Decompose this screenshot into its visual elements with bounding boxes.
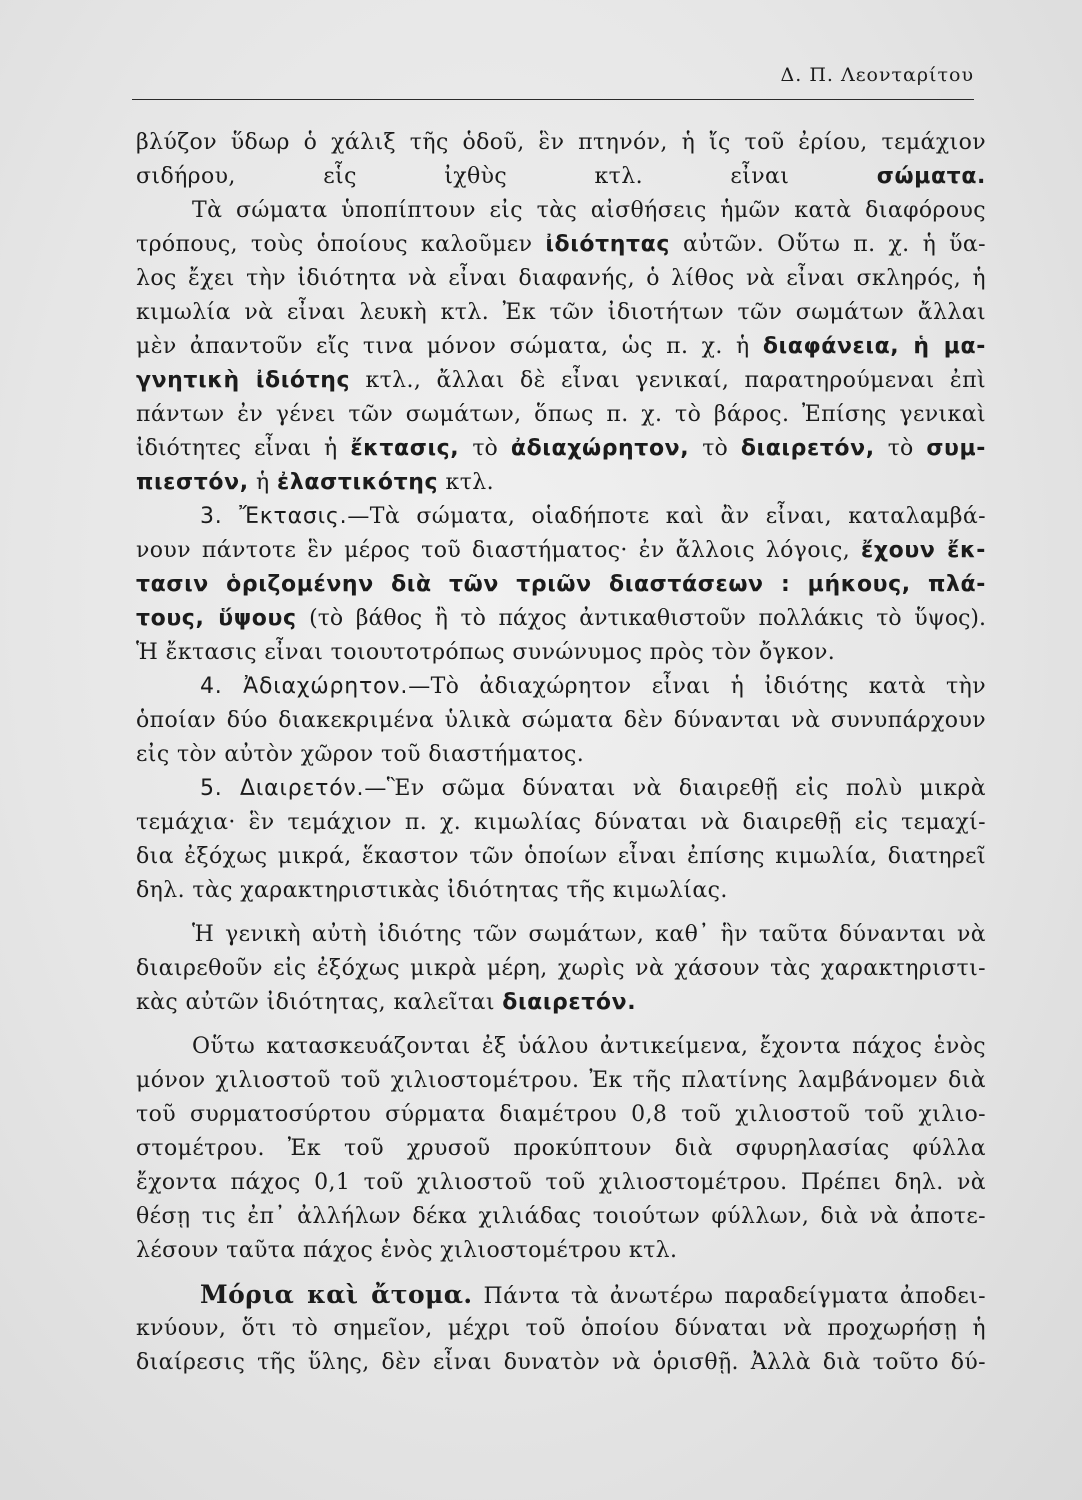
- text-line: διαιρεθοῦν εἰς ἐξόχως μικρὰ μέρη, χωρὶς νὰ χάσουν τὰς χαρακτηριστι-: [136, 956, 986, 981]
- text-line: δηλ. τὰς χαρακτηριστικὰς ἰδιότητας τῆς κιμωλίας.: [136, 878, 728, 903]
- text-line: νουν πάντοτε ἓν μέρος τοῦ διαστήματος· ἐν ἄλλοις λόγοις, ἔχουν ἔκ-: [136, 538, 986, 563]
- text-line: κνύουν, ὅτι τὸ σημεῖον, μέχρι τοῦ ὁποίου δύναται νὰ προχωρήσῃ ἡ: [136, 1316, 986, 1341]
- text-line: τρόπους, τοὺς ὁποίους καλοῦμεν ἰδιότητας αὐτῶν. Οὕτω π. χ. ἡ ὕα-: [136, 232, 986, 257]
- text-line: δια ἐξόχως μικρά, ἕκαστον τῶν ὁποίων εἶναι ἐπίσης κιμωλία, διατηρεῖ: [136, 844, 986, 869]
- text-line: κὰς αὐτῶν ἰδιότητας, καλεῖται διαιρετόν.: [136, 990, 637, 1015]
- text-line: εἰς τὸν αὐτὸν χῶρον τοῦ διαστήματος.: [136, 742, 585, 767]
- text-line: τους, ὕψους (τὸ βάθος ἢ τὸ πάχος ἀντικαθιστοῦν πολλάκις τὸ ὕψος).: [136, 606, 986, 631]
- text-line: διαίρεσις τῆς ὕλης, δὲν εἶναι δυνατὸν νὰ ὁρισθῇ. Ἀλλὰ διὰ τοῦτο δύ-: [136, 1350, 986, 1375]
- text-line: τεμάχια· ἓν τεμάχιον π. χ. κιμωλίας δύναται νὰ διαιρεθῇ εἰς τεμαχί-: [136, 810, 986, 835]
- section-5-title: 5. Διαιρετόν.: [200, 776, 365, 801]
- text-line: θέσῃ τις ἐπ᾽ ἀλλήλων δέκα χιλιάδας τοιούτων φύλλων, διὰ νὰ ἀποτε-: [136, 1204, 986, 1229]
- text-line: στομέτρου. Ἐκ τοῦ χρυσοῦ προκύπτουν διὰ σφυρηλασίας φύλλα: [136, 1136, 986, 1161]
- paragraph-start: Ἡ γενικὴ αὐτὴ ἰδιότης τῶν σωμάτων, καθ᾽ ἣν ταῦτα δύνανται νὰ: [192, 922, 986, 947]
- text-line: Ἡ ἔκτασις εἶναι τοιουτοτρόπως συνώνυμος πρὸς τὸν ὄγκον.: [136, 640, 836, 665]
- text-line: τοῦ συρματοσύρτου σύρματα διαμέτρου 0,8 τοῦ χιλιοστοῦ τοῦ χιλιο-: [136, 1102, 986, 1127]
- text-line: κιμωλία νὰ εἶναι λευκὴ κτλ. Ἐκ τῶν ἰδιοτήτων τῶν σωμάτων ἄλλαι: [136, 300, 986, 325]
- section-3-heading-line: 3. Ἔκτασις.—Τὰ σώματα, οἱαδήποτε καὶ ἂν εἶναι, καταλαμβά-: [200, 504, 986, 529]
- text-line: σιδήρου, εἷς ἰχθὺς κτλ. εἶναι σώματα.: [136, 164, 986, 189]
- molecules-atoms-heading: Μόρια καὶ ἄτομα.: [200, 1280, 473, 1309]
- text-line: ὁποίαν δύο διακεκριμένα ὑλικὰ σώματα δὲν δύνανται νὰ συνυπάρχουν: [136, 708, 986, 733]
- text-line: πάντων ἐν γένει τῶν σωμάτων, ὅπως π. χ. τὸ βάρος. Ἐπίσης γενικαὶ: [136, 402, 986, 427]
- text-line: λέσουν ταῦτα πάχος ἑνὸς χιλιοστομέτρου κτλ.: [136, 1238, 678, 1263]
- text-line: ἰδιότητες εἶναι ἡ ἔκτασις, τὸ ἀδιαχώρητον, τὸ διαιρετόν, τὸ συμ-: [136, 436, 987, 461]
- section-3-title: 3. Ἔκτασις.: [200, 504, 348, 529]
- section-4-heading-line: 4. Ἀδιαχώρητον.—Τὸ ἀδιαχώρητον εἶναι ἡ ἰδιότης κατὰ τὴν: [200, 674, 986, 699]
- paragraph-start: Τὰ σώματα ὑποπίπτουν εἰς τὰς αἰσθήσεις ἡμῶν κατὰ διαφόρους: [192, 198, 986, 223]
- body-text: [136, 126, 986, 1380]
- paragraph-start: Οὕτω κατασκευάζονται ἐξ ὑάλου ἀντικείμενα, ἔχοντα πάχος ἑνὸς: [192, 1034, 986, 1059]
- section-5-heading-line: 5. Διαιρετόν.—Ἓν σῶμα δύναται νὰ διαιρεθῇ εἰς πολὺ μικρὰ: [200, 776, 987, 801]
- section-4-title: 4. Ἀδιαχώρητον.: [200, 674, 409, 699]
- text-line: μὲν ἀπαντοῦν εἴς τινα μόνον σώματα, ὡς π. χ. ἡ διαφάνεια, ἡ μα-: [136, 334, 986, 359]
- text-line: μόνον χιλιοστοῦ τοῦ χιλιοστομέτρου. Ἐκ τῆς πλατίνης λαμβάνομεν διὰ: [136, 1068, 986, 1093]
- text-line: τασιν ὁριζομένην διὰ τῶν τριῶν διαστάσεων : μήκους, πλά-: [136, 572, 986, 597]
- text-line: βλύζον ὕδωρ ὁ χάλιξ τῆς ὁδοῦ, ἓν πτηνόν, ἡ ἴς τοῦ ἐρίου, τεμάχιον: [136, 130, 986, 155]
- text-line: γνητικὴ ἰδιότης κτλ., ἄλλαι δὲ εἶναι γενικαί, παρατηρούμεναι ἐπὶ: [136, 368, 986, 393]
- text-line: πιεστόν, ἡ ἐλαστικότης κτλ.: [136, 470, 495, 495]
- text-line: ἔχοντα πάχος 0,1 τοῦ χιλιοστοῦ τοῦ χιλιοστομέτρου. Πρέπει δηλ. νὰ: [136, 1170, 986, 1195]
- text-line: λος ἔχει τὴν ἰδιότητα νὰ εἶναι διαφανής, ὁ λίθος νὰ εἶναι σκληρός, ἡ: [136, 266, 986, 291]
- header-rule: [132, 99, 974, 100]
- running-head: Δ. Π. Λεονταρίτου: [780, 64, 974, 86]
- subheading-line: Μόρια καὶ ἄτομα. Πάντα τὰ ἀνωτέρω παραδείγματα ἀποδει-: [200, 1280, 986, 1309]
